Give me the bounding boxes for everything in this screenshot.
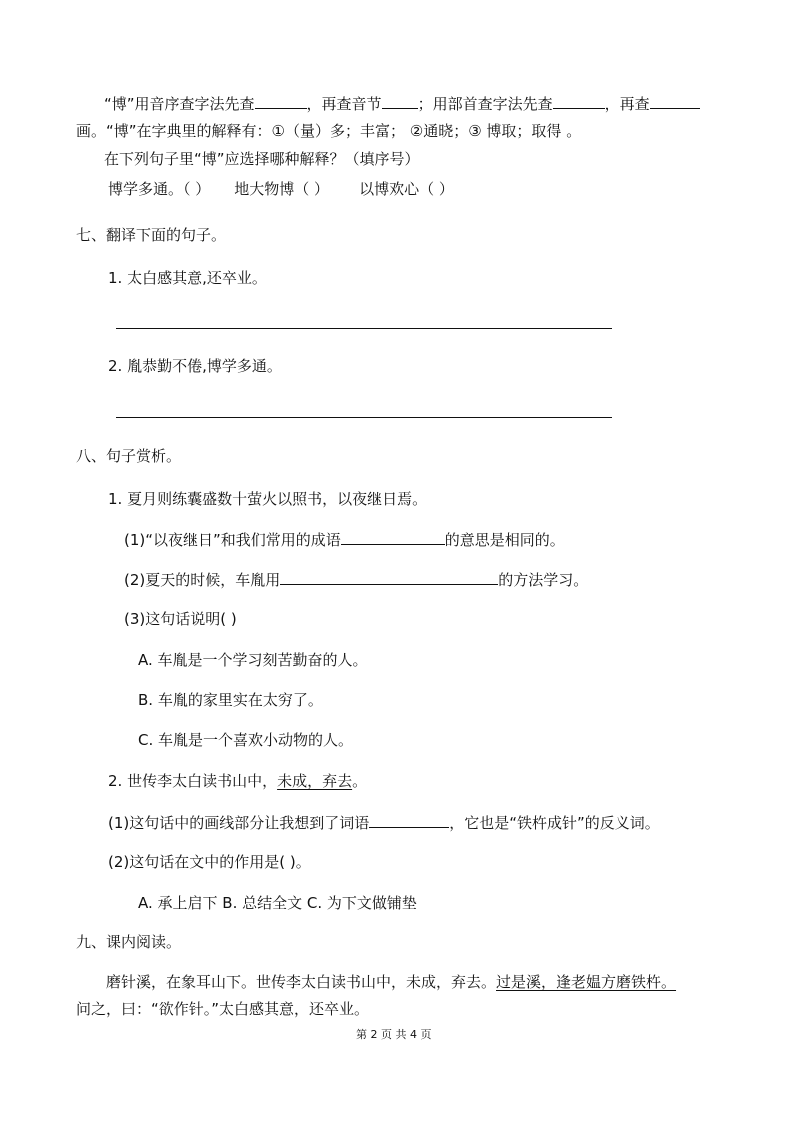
q8-sub2-a: (2)夏天的时候，车胤用 [124, 571, 281, 589]
q8-item2 [108, 771, 367, 791]
q6-line2: 画。“博”在字典里的解释有：①（量）多；丰富； ②通晓；③ 博取；取得 。 [76, 122, 582, 140]
q6-line3: 在下列句子里“博”应选择哪种解释？（填序号） [104, 150, 420, 168]
answer-blank[interactable] [255, 93, 307, 109]
q6-line4 [108, 179, 454, 199]
q8-item2-post: 。 [352, 772, 368, 790]
q8-option-c: C. 车胤是一个喜欢小动物的人。 [138, 731, 354, 749]
answer-blank[interactable] [382, 93, 418, 109]
q8-sub1-a: (1)“以夜继日”和我们常用的成语 [124, 531, 341, 549]
q6-opt2: 地大物博（ ） [234, 180, 330, 198]
q9-p1-underlined: 过是溪，逢老媪方磨铁杵。 [496, 973, 677, 991]
q7-sentence-1: 1. 太白感其意,还卒业。 [108, 269, 267, 287]
answer-blank[interactable] [650, 93, 700, 109]
q8-sub1 [124, 529, 565, 550]
q8-option-a: A. 车胤是一个学习刻苦勤奋的人。 [138, 651, 368, 669]
answer-blank[interactable] [280, 569, 498, 585]
q8-sub2-b: 的方法学习。 [498, 571, 589, 589]
q7-heading: 七、翻译下面的句子。 [76, 226, 227, 244]
q8-sub21 [108, 812, 660, 833]
answer-blank[interactable] [553, 93, 605, 109]
q8-options-2: A. 承上启下 B. 总结全文 C. 为下文做铺垫 [138, 894, 417, 912]
q6-text-c: ；用部首查字法先查 [417, 95, 553, 113]
q8-sub21-b: ，它也是“铁杵成针”的反义词。 [449, 814, 660, 832]
answer-line[interactable] [116, 328, 612, 329]
answer-blank[interactable] [341, 529, 445, 545]
answer-blank[interactable] [369, 812, 449, 828]
q6-line1 [104, 93, 700, 114]
q6-text-b: ，再查音节 [306, 95, 382, 113]
q8-sub21-a: (1)这句话中的画线部分让我想到了词语 [108, 814, 370, 832]
q6-text-a: “博”用音序查字法先查 [104, 95, 255, 113]
q9-p1-text: 磨针溪，在象耳山下。世传李太白读书山中，未成，弃去。 [106, 973, 497, 991]
q9-heading: 九、课内阅读。 [76, 933, 182, 951]
q8-sub1-b: 的意思是相同的。 [444, 531, 565, 549]
q8-sub22: (2)这句话在文中的作用是( )。 [108, 853, 311, 871]
q8-sub2 [124, 569, 588, 590]
q6-opt1: 博学多通。（ ） [108, 180, 211, 198]
q9-passage-line1 [106, 972, 676, 992]
q8-item2-underlined: 未成，弃去 [277, 772, 353, 790]
q6-opt3: 以博欢心（ ） [359, 180, 454, 198]
q8-item1: 1. 夏月则练囊盛数十萤火以照书，以夜继日焉。 [108, 490, 428, 508]
q9-passage-line2: 问之，曰：“欲作针。”太白感其意，还卒业。 [76, 1000, 370, 1018]
q6-text-d: ，再查 [604, 95, 650, 113]
q8-option-b: B. 车胤的家里实在太穷了。 [138, 691, 323, 709]
q8-heading: 八、句子赏析。 [76, 447, 182, 465]
q8-sub3: (3)这句话说明( ) [124, 610, 237, 628]
q8-item2-pre: 2. 世传李太白读书山中， [108, 772, 278, 790]
page-number: 第 2 页 共 4 页 [356, 1028, 432, 1041]
q7-sentence-2: 2. 胤恭勤不倦,博学多通。 [108, 357, 282, 375]
answer-line[interactable] [116, 417, 612, 418]
